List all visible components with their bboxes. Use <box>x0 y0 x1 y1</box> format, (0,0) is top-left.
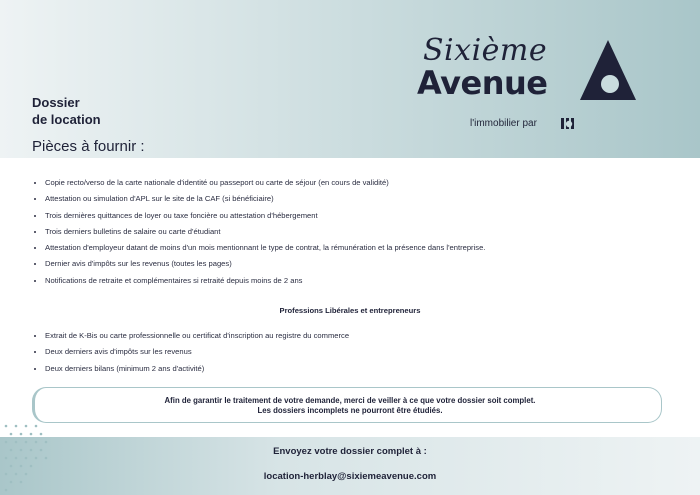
professions-heading: Professions Libérales et entrepreneurs <box>279 306 421 315</box>
list-item: • Attestation d'employeur datant de moins d'un mois mentionnant le type de contrat, la rémunération et la présence dans l'entreprise. <box>45 242 485 258</box>
required-documents-list <box>34 177 485 291</box>
list-item: • Attestation ou simulation d'APL sur le site de la CAF (si bénéficiaire) <box>45 193 485 209</box>
list-item: • Extrait de K-Bis ou carte professionnelle ou certificat d'inscription au registre du commerce <box>45 330 349 346</box>
list-item: • Trois dernières quittances de loyer ou taxe foncière ou attestation d'hébergement <box>45 210 485 226</box>
send-instruction: Envoyez votre dossier complet à : <box>273 446 427 457</box>
dot-pattern-decoration <box>0 420 70 495</box>
logo-wordmark-script: Sixième <box>423 33 548 68</box>
notice-line-1: Afin de garantir le traitement de votre demande, merci de veiller à ce que votre dossier soit complet. <box>164 396 536 405</box>
list-item: • Notifications de retraite et complémentaires si retraité depuis moins de 2 ans <box>45 275 485 291</box>
list-item: • Deux derniers avis d'impôts sur les revenus <box>45 346 349 362</box>
logo-wordmark-bold: Avenue <box>417 64 548 102</box>
professions-documents-list <box>34 330 349 379</box>
contact-email-link[interactable]: location-herblay@sixiemeavenue.com <box>263 471 437 482</box>
notice-box <box>32 387 662 423</box>
document-title-line1: Dossier <box>32 95 80 110</box>
brand-tagline: l'immobilier par <box>470 118 537 129</box>
document-subtitle: Pièces à fournir : <box>32 138 145 155</box>
partner-logo-icon <box>560 116 578 130</box>
list-item: • Copie recto/verso de la carte nationale d'identité ou passeport ou carte de séjour (en cours de validité) <box>45 177 485 193</box>
document-title-line2: de location <box>32 112 101 127</box>
list-item: • Trois derniers bulletins de salaire ou carte d'étudiant <box>45 226 485 242</box>
logo-triangle-icon <box>580 40 636 102</box>
document-title <box>32 94 101 128</box>
notice-line-2: Les dossiers incomplets ne pourront être étudiés. <box>257 406 443 415</box>
list-item: • Dernier avis d'impôts sur les revenus (toutes les pages) <box>45 258 485 274</box>
list-item: • Deux derniers bilans (minimum 2 ans d'activité) <box>45 363 349 379</box>
